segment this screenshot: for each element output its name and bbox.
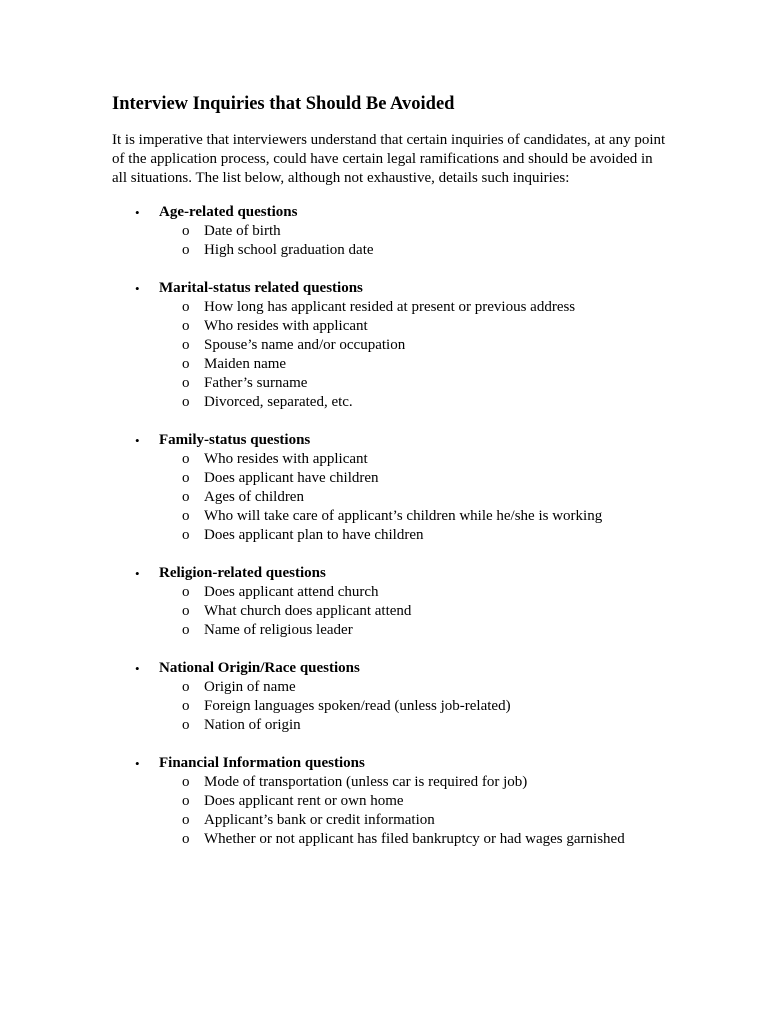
section-item-list <box>112 773 672 849</box>
sub-bullet-icon: o <box>182 793 190 809</box>
sub-bullet-icon: o <box>182 717 190 733</box>
sub-bullet-icon: o <box>182 375 190 391</box>
sub-bullet-icon: o <box>182 337 190 353</box>
list-item <box>112 773 672 792</box>
bullet-icon: • <box>135 281 140 296</box>
section-heading: Family-status questions <box>159 432 311 448</box>
section-item-list <box>112 450 672 545</box>
sub-bullet-icon: o <box>182 622 190 638</box>
list-item <box>112 241 672 260</box>
list-item-text: How long has applicant resided at present or previous address <box>204 299 576 315</box>
section-age-related-questions <box>112 203 672 260</box>
list-item-text: Nation of origin <box>204 717 301 733</box>
sub-bullet-icon: o <box>182 603 190 619</box>
list-item <box>112 298 672 317</box>
list-item-text: Spouse’s name and/or occupation <box>204 337 406 353</box>
sub-bullet-icon: o <box>182 774 190 790</box>
list-item <box>112 526 672 545</box>
document-page <box>112 92 672 849</box>
list-item-text: Origin of name <box>204 679 296 695</box>
list-item <box>112 374 672 393</box>
section-heading: Age-related questions <box>159 204 298 220</box>
sub-bullet-icon: o <box>182 489 190 505</box>
list-item-text: Mode of transportation (unless car is required for job) <box>204 774 528 790</box>
list-item <box>112 792 672 811</box>
section-heading: Religion-related questions <box>159 565 326 581</box>
bullet-icon: • <box>135 433 140 448</box>
list-item <box>112 507 672 526</box>
sub-bullet-icon: o <box>182 394 190 410</box>
section-national-origin-race-questions <box>112 659 672 735</box>
list-item <box>112 450 672 469</box>
list-item <box>112 697 672 716</box>
intro-paragraph: It is imperative that interviewers understand that certain inquiries of candidates, at any point of the application process, could have certain legal ramifications and should be avoided in all situations. The list below, although not exhaustive, details such inquiries: <box>112 132 666 186</box>
section-item-list <box>112 583 672 640</box>
page-title: Interview Inquiries that Should Be Avoided <box>112 94 455 114</box>
list-item <box>112 830 672 849</box>
list-item <box>112 336 672 355</box>
list-item <box>112 602 672 621</box>
list-item-text: High school graduation date <box>204 242 374 258</box>
list-item <box>112 317 672 336</box>
section-heading: Financial Information questions <box>159 755 365 771</box>
list-item-text: Name of religious leader <box>204 622 353 638</box>
sub-bullet-icon: o <box>182 508 190 524</box>
list-item-text: Date of birth <box>204 223 281 239</box>
list-item-text: Who resides with applicant <box>204 318 368 334</box>
inquiry-sections <box>112 203 672 849</box>
list-item-text: Who will take care of applicant’s children while he/she is working <box>204 508 603 524</box>
list-item-text: What church does applicant attend <box>204 603 412 619</box>
sub-bullet-icon: o <box>182 356 190 372</box>
list-item <box>112 222 672 241</box>
list-item <box>112 678 672 697</box>
section-heading: Marital-status related questions <box>159 280 363 296</box>
list-item <box>112 488 672 507</box>
sub-bullet-icon: o <box>182 812 190 828</box>
list-item-text: Does applicant attend church <box>204 584 379 600</box>
list-item-text: Does applicant rent or own home <box>204 793 404 809</box>
list-item <box>112 621 672 640</box>
list-item-text: Applicant’s bank or credit information <box>204 812 435 828</box>
bullet-icon: • <box>135 566 140 581</box>
sub-bullet-icon: o <box>182 831 190 847</box>
sub-bullet-icon: o <box>182 299 190 315</box>
sub-bullet-icon: o <box>182 451 190 467</box>
list-item-text: Whether or not applicant has filed bankruptcy or had wages garnished <box>204 831 625 847</box>
section-item-list <box>112 678 672 735</box>
sub-bullet-icon: o <box>182 242 190 258</box>
list-item <box>112 355 672 374</box>
sub-bullet-icon: o <box>182 698 190 714</box>
sub-bullet-icon: o <box>182 223 190 239</box>
sub-bullet-icon: o <box>182 318 190 334</box>
list-item <box>112 393 672 412</box>
list-item <box>112 469 672 488</box>
bullet-icon: • <box>135 756 140 771</box>
list-item-text: Father’s surname <box>204 375 308 391</box>
list-item <box>112 583 672 602</box>
section-item-list <box>112 222 672 260</box>
section-financial-information-questions <box>112 754 672 849</box>
sub-bullet-icon: o <box>182 470 190 486</box>
bullet-icon: • <box>135 205 140 220</box>
section-marital-status-related-questions <box>112 279 672 412</box>
sub-bullet-icon: o <box>182 527 190 543</box>
list-item-text: Ages of children <box>204 489 304 505</box>
list-item-text: Who resides with applicant <box>204 451 368 467</box>
section-religion-related-questions <box>112 564 672 640</box>
list-item-text: Does applicant plan to have children <box>204 527 424 543</box>
sub-bullet-icon: o <box>182 584 190 600</box>
list-item-text: Does applicant have children <box>204 470 379 486</box>
sub-bullet-icon: o <box>182 679 190 695</box>
list-item-text: Divorced, separated, etc. <box>204 394 353 410</box>
list-item-text: Foreign languages spoken/read (unless job-related) <box>204 698 511 714</box>
section-family-status-questions <box>112 431 672 545</box>
list-item <box>112 716 672 735</box>
bullet-icon: • <box>135 661 140 676</box>
list-item <box>112 811 672 830</box>
list-item-text: Maiden name <box>204 356 287 372</box>
section-item-list <box>112 298 672 412</box>
section-heading: National Origin/Race questions <box>159 660 360 676</box>
